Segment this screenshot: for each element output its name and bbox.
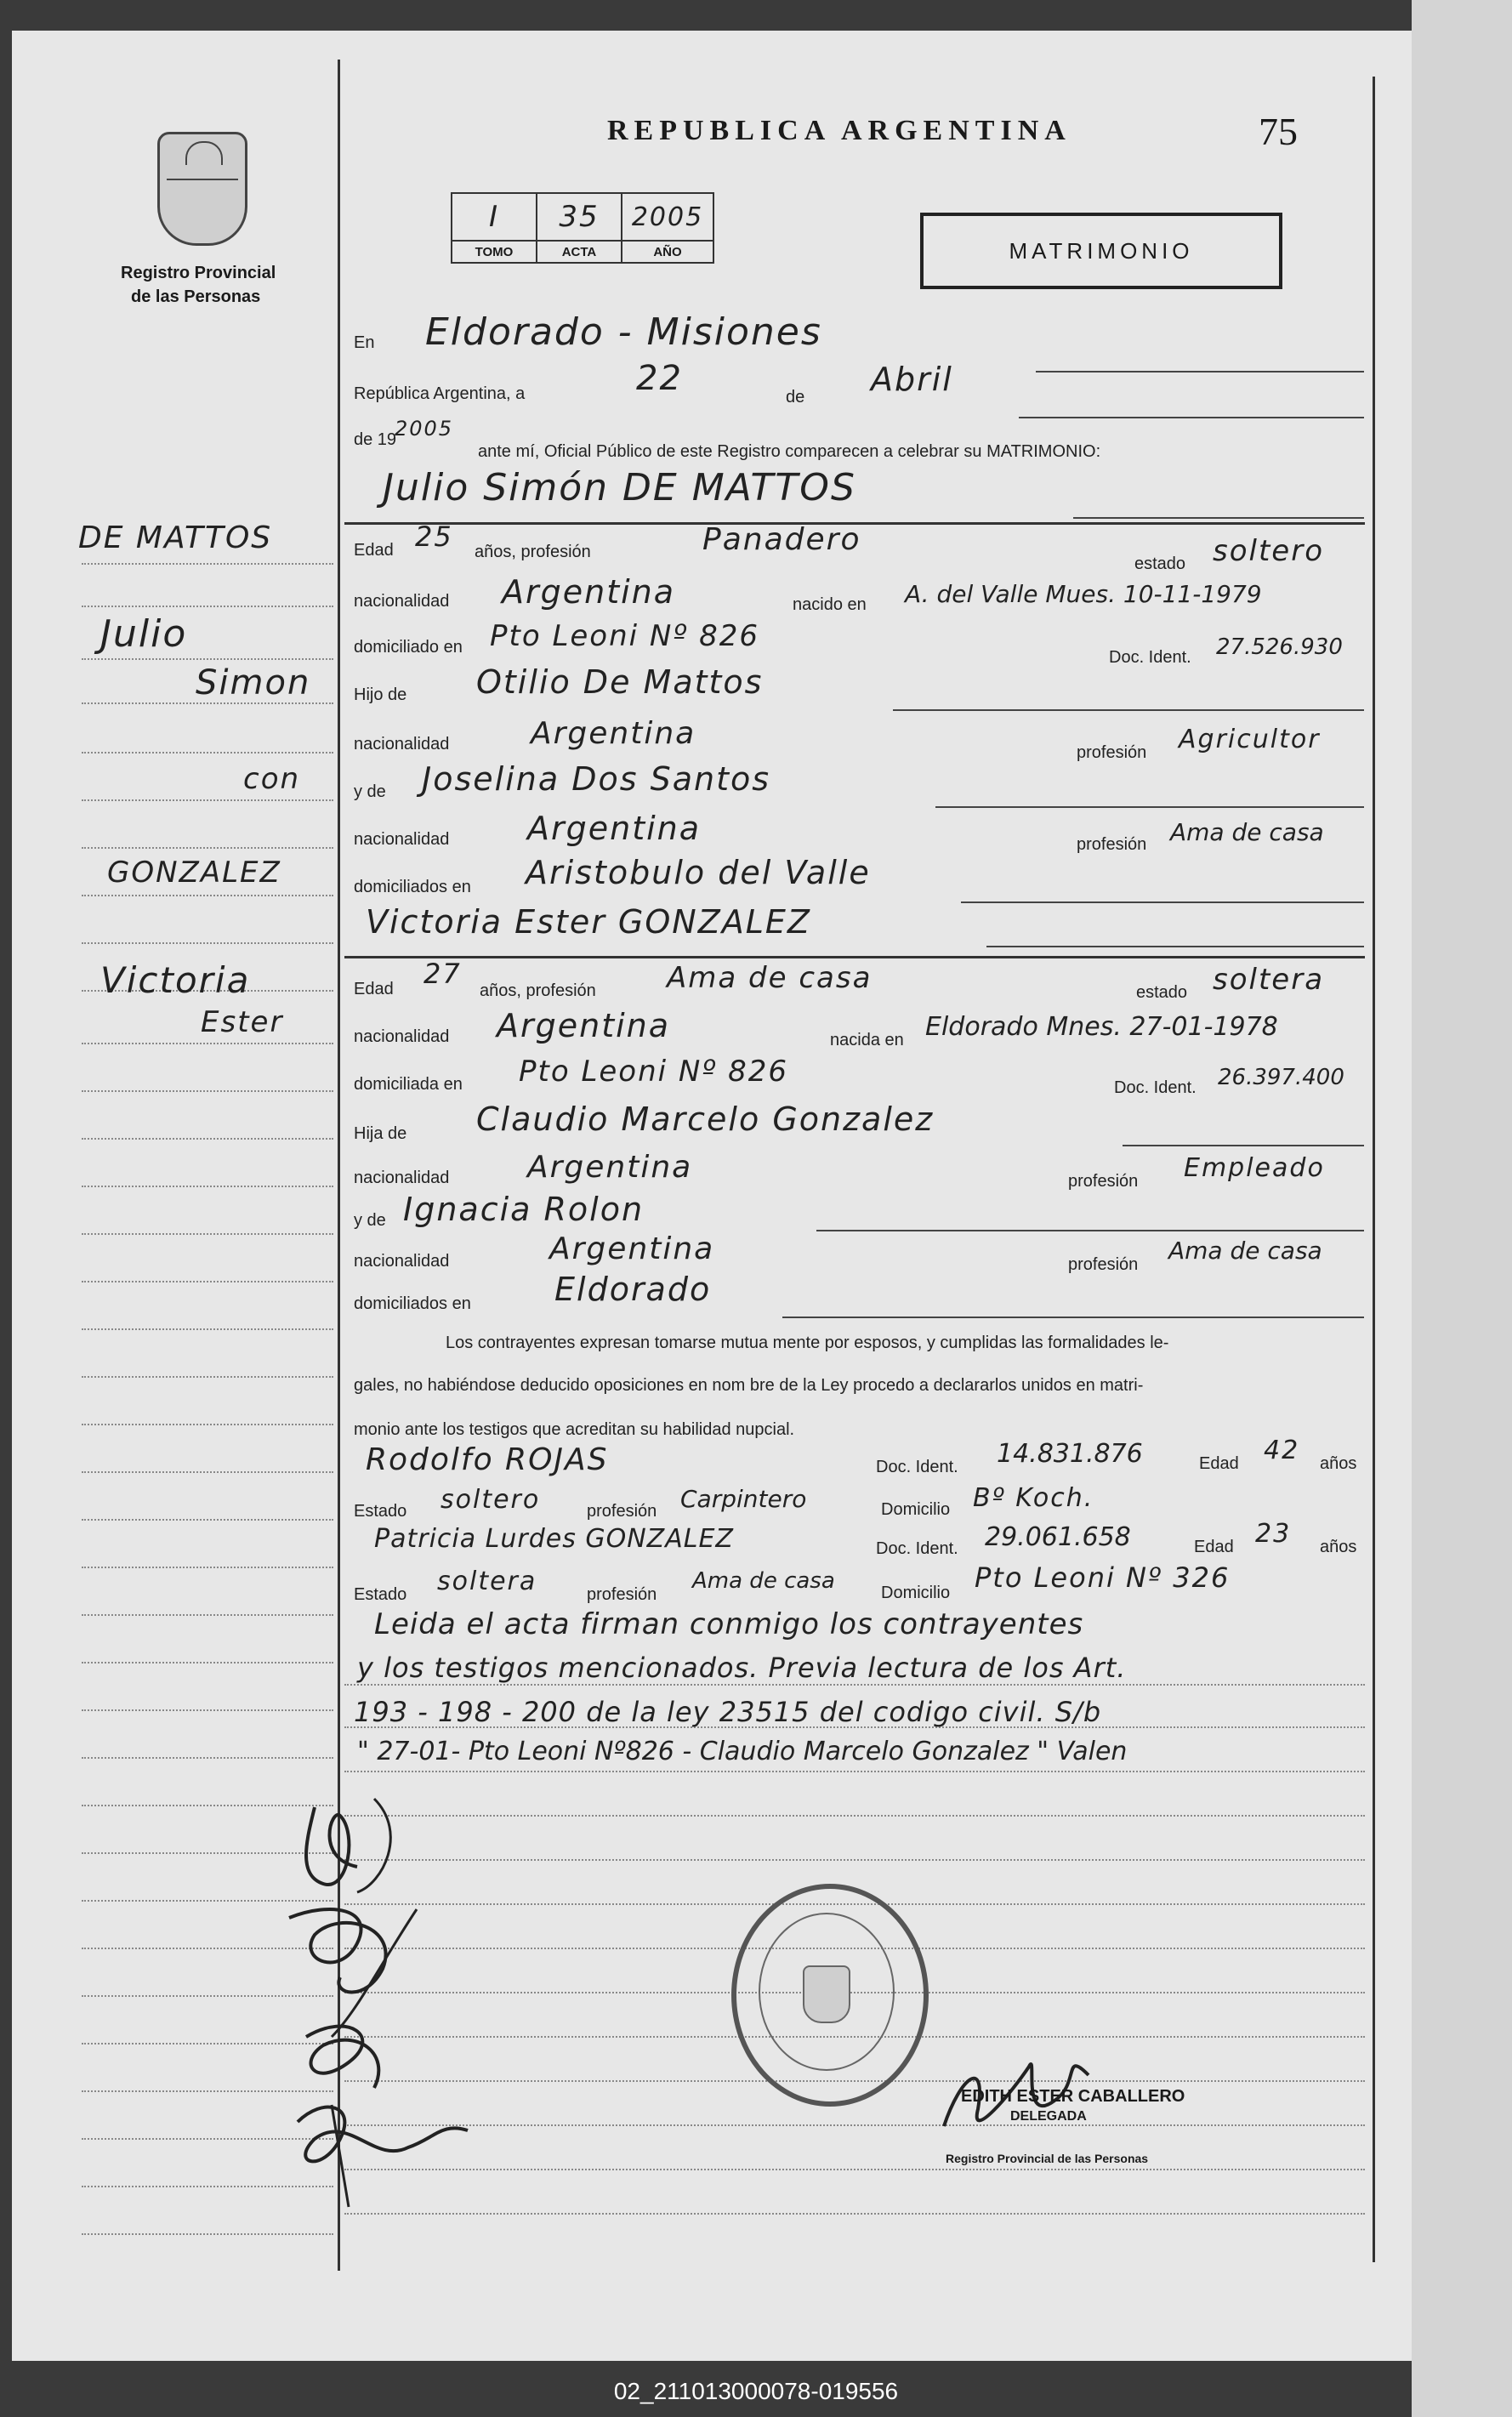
witness1-age: 42 xyxy=(1264,1436,1300,1465)
marriage-place: Eldorado - Misiones xyxy=(425,310,822,354)
bride-birthplace-label: nacida en xyxy=(830,1031,904,1049)
tomo-value: I xyxy=(452,193,537,241)
witness1-doc: 14.831.876 xyxy=(997,1439,1143,1469)
notes-line3: 193 - 198 - 200 de la ley 23515 del codigo civil. S/b xyxy=(354,1696,1102,1728)
witness1-civil-state: soltero xyxy=(441,1485,541,1515)
bride-father-nationality: Argentina xyxy=(527,1150,693,1185)
marriage-year: 2005 xyxy=(395,417,454,441)
notes-line2: y los testigos mencionados. Previa lectura de los Art. xyxy=(357,1652,1127,1684)
binding-edge xyxy=(1412,0,1512,2417)
bride-age-label: Edad xyxy=(354,980,394,998)
witness2-doc-label: Doc. Ident. xyxy=(876,1539,958,1558)
groom-parents-address: Aristobulo del Valle xyxy=(526,854,871,891)
witness2-anos-label: años xyxy=(1320,1538,1357,1556)
bride-nationality-label: nacionalidad xyxy=(354,1027,450,1046)
groom-estado-label: estado xyxy=(1134,554,1186,573)
bride-mother: Ignacia Rolon xyxy=(403,1191,645,1228)
witness1-profession-label: profesión xyxy=(587,1502,657,1521)
groom-father-line xyxy=(893,709,1364,711)
groom-nationality-label: nacionalidad xyxy=(354,592,450,611)
margin-given1-b: Simon xyxy=(196,663,311,702)
declaration-line3: monio ante los testigos que acreditan su habilidad nupcial. xyxy=(354,1420,795,1439)
date-line xyxy=(1019,417,1364,418)
groom-doc-label: Doc. Ident. xyxy=(1109,648,1191,667)
groom-profession: Panadero xyxy=(702,522,861,557)
bride-doc: 26.397.400 xyxy=(1218,1065,1344,1090)
margin-given1-a: Julio xyxy=(100,612,188,656)
witness2-estado-label: Estado xyxy=(354,1585,407,1604)
witness1-domicile: Bº Koch. xyxy=(973,1483,1094,1513)
groom-father-profession-label: profesión xyxy=(1077,743,1147,762)
bride-name-line xyxy=(986,946,1364,947)
bride-profession-label: años, profesión xyxy=(480,981,596,1000)
groom-age: 25 xyxy=(415,520,453,553)
margin-given2-a: Victoria xyxy=(100,959,251,1001)
witness1-profession: Carpintero xyxy=(680,1485,807,1513)
registry-seal-icon xyxy=(731,1884,929,2107)
right-border xyxy=(1373,77,1375,2262)
en-label: En xyxy=(354,333,375,352)
bride-father-label: Hija de xyxy=(354,1124,407,1143)
margin-surname1: DE MATTOS xyxy=(78,520,273,555)
witness2-doc: 29.061.658 xyxy=(985,1522,1131,1552)
bride-father-profession: Empleado xyxy=(1184,1153,1325,1183)
bride-birthplace: Eldorado Mnes. 27-01-1978 xyxy=(925,1012,1278,1042)
year-prefix: de 19 xyxy=(354,430,397,449)
acta-value: 35 xyxy=(537,193,622,241)
groom-father-nationality-label: nacionalidad xyxy=(354,735,450,754)
groom-mother-line xyxy=(935,806,1364,808)
groom-name-line xyxy=(1073,517,1364,519)
bride-nationality: Argentina xyxy=(497,1007,671,1044)
bride-section-rule xyxy=(344,956,1365,958)
witness-signatures xyxy=(281,1782,510,2224)
ante-text: ante mí, Oficial Público de este Registro comparecen a celebrar su MATRIMONIO: xyxy=(478,442,1101,461)
witness1-anos-label: años xyxy=(1320,1454,1357,1473)
official-title: DELEGADA xyxy=(1010,2109,1087,2124)
declaration-line1: Los contrayentes expresan tomarse mutua mente por esposos, y cumplidas las formalidades le- xyxy=(446,1334,1169,1352)
bride-age: 27 xyxy=(423,958,462,990)
groom-mother-nationality-label: nacionalidad xyxy=(354,830,450,849)
de-label-month: de xyxy=(786,388,805,407)
bride-father-nationality-label: nacionalidad xyxy=(354,1169,450,1187)
witness1-name: Rodolfo ROJAS xyxy=(366,1442,609,1477)
bride-father-profession-label: profesión xyxy=(1068,1172,1139,1191)
witness2-age: 23 xyxy=(1255,1519,1292,1549)
groom-father-nationality: Argentina xyxy=(531,716,696,751)
margin-given2-b: Ester xyxy=(201,1005,284,1039)
image-caption: 02_211013000078-019556 xyxy=(613,2378,899,2404)
notes-line1: Leida el acta firman conmigo los contrayentes xyxy=(374,1607,1084,1641)
witness2-profession-label: profesión xyxy=(587,1585,657,1604)
bride-mother-nationality: Argentina xyxy=(549,1231,715,1266)
country-heading: REPUBLICA ARGENTINA xyxy=(607,115,1071,146)
witness1-age-label: Edad xyxy=(1199,1454,1239,1473)
witness2-domicile-label: Domicilio xyxy=(881,1584,951,1602)
bride-parents-line xyxy=(782,1317,1364,1318)
groom-mother-label: y de xyxy=(354,782,386,801)
bride-mother-profession: Ama de casa xyxy=(1168,1237,1322,1265)
bride-estado-label: estado xyxy=(1136,983,1188,1002)
bride-father-line xyxy=(1123,1145,1364,1146)
witness2-age-label: Edad xyxy=(1194,1538,1234,1556)
groom-age-label: Edad xyxy=(354,541,394,560)
groom-nationality: Argentina xyxy=(502,573,676,611)
groom-parents-address-label: domiciliados en xyxy=(354,878,471,896)
page-number: 75 xyxy=(1259,110,1298,153)
ano-value: 2005 xyxy=(622,193,713,241)
official-office: Registro Provincial de las Personas xyxy=(946,2152,1149,2165)
marriage-day: 22 xyxy=(636,359,683,398)
groom-birthplace: A. del Valle Mues. 10-11-1979 xyxy=(905,580,1262,608)
margin-connector: con xyxy=(243,762,301,796)
registry-name-line2: de las Personas xyxy=(131,287,261,306)
registry-name-line1: Registro Provincial xyxy=(121,264,276,282)
provincial-crest-icon xyxy=(157,132,247,246)
witness2-profession: Ama de casa xyxy=(692,1568,835,1594)
groom-profession-label: años, profesión xyxy=(475,543,591,561)
bride-mother-profession-label: profesión xyxy=(1068,1255,1139,1274)
declaration-line2: gales, no habiéndose deducido oposiciones en nom bre de la Ley procedo a declararlos unidos en matri- xyxy=(354,1376,1144,1395)
bride-full-name: Victoria Ester GONZALEZ xyxy=(366,903,811,941)
record-type-box: MATRIMONIO xyxy=(920,213,1282,289)
witness1-doc-label: Doc. Ident. xyxy=(876,1458,958,1476)
groom-mother-profession: Ama de casa xyxy=(1170,818,1324,846)
bride-mother-label: y de xyxy=(354,1211,386,1230)
place-line xyxy=(1036,371,1364,373)
witness2-civil-state: soltera xyxy=(437,1567,537,1596)
groom-civil-state: soltero xyxy=(1213,534,1324,568)
bride-doc-label: Doc. Ident. xyxy=(1114,1078,1197,1097)
bride-civil-state: soltera xyxy=(1213,963,1325,997)
bride-mother-nationality-label: nacionalidad xyxy=(354,1252,450,1271)
volume-record-year-box xyxy=(451,192,714,264)
bride-father: Claudio Marcelo Gonzalez xyxy=(476,1100,935,1138)
groom-parents-line xyxy=(961,901,1364,903)
bride-parents-address: Eldorado xyxy=(554,1271,712,1308)
republica-label: República Argentina, a xyxy=(354,384,526,403)
tomo-label: TOMO xyxy=(452,241,537,263)
groom-name: Julio Simón DE MATTOS xyxy=(383,466,856,509)
groom-mother-profession-label: profesión xyxy=(1077,835,1147,854)
bride-parents-address-label: domiciliados en xyxy=(354,1294,471,1313)
groom-father: Otilio De Mattos xyxy=(476,663,764,701)
marriage-month: Abril xyxy=(871,361,953,398)
ano-label: AÑO xyxy=(622,241,713,263)
margin-surname2: GONZALEZ xyxy=(107,856,281,890)
groom-address: Pto Leoni Nº 826 xyxy=(490,619,760,653)
groom-father-label: Hijo de xyxy=(354,685,407,704)
witness1-domicile-label: Domicilio xyxy=(881,1500,951,1519)
notes-line4: " 27-01- Pto Leoni Nº826 - Claudio Marcelo Gonzalez " Valen xyxy=(357,1737,1128,1766)
witness2-domicile: Pto Leoni Nº 326 xyxy=(975,1561,1231,1594)
witness1-estado-label: Estado xyxy=(354,1502,407,1521)
bride-address: Pto Leoni Nº 826 xyxy=(519,1055,789,1089)
groom-doc: 27.526.930 xyxy=(1216,634,1343,660)
groom-address-label: domiciliado en xyxy=(354,638,463,657)
bride-profession: Ama de casa xyxy=(667,961,873,995)
official-name: EDITH ESTER CABALLERO xyxy=(961,2087,1185,2106)
witness2-name: Patricia Lurdes GONZALEZ xyxy=(374,1524,734,1554)
groom-birthplace-label: nacido en xyxy=(793,595,867,614)
groom-mother: Joselina Dos Santos xyxy=(422,760,771,798)
groom-mother-nationality: Argentina xyxy=(527,810,702,847)
bride-mother-line xyxy=(816,1230,1364,1231)
bride-address-label: domiciliada en xyxy=(354,1075,463,1094)
acta-label: ACTA xyxy=(537,241,622,263)
groom-father-profession: Agricultor xyxy=(1179,725,1321,754)
